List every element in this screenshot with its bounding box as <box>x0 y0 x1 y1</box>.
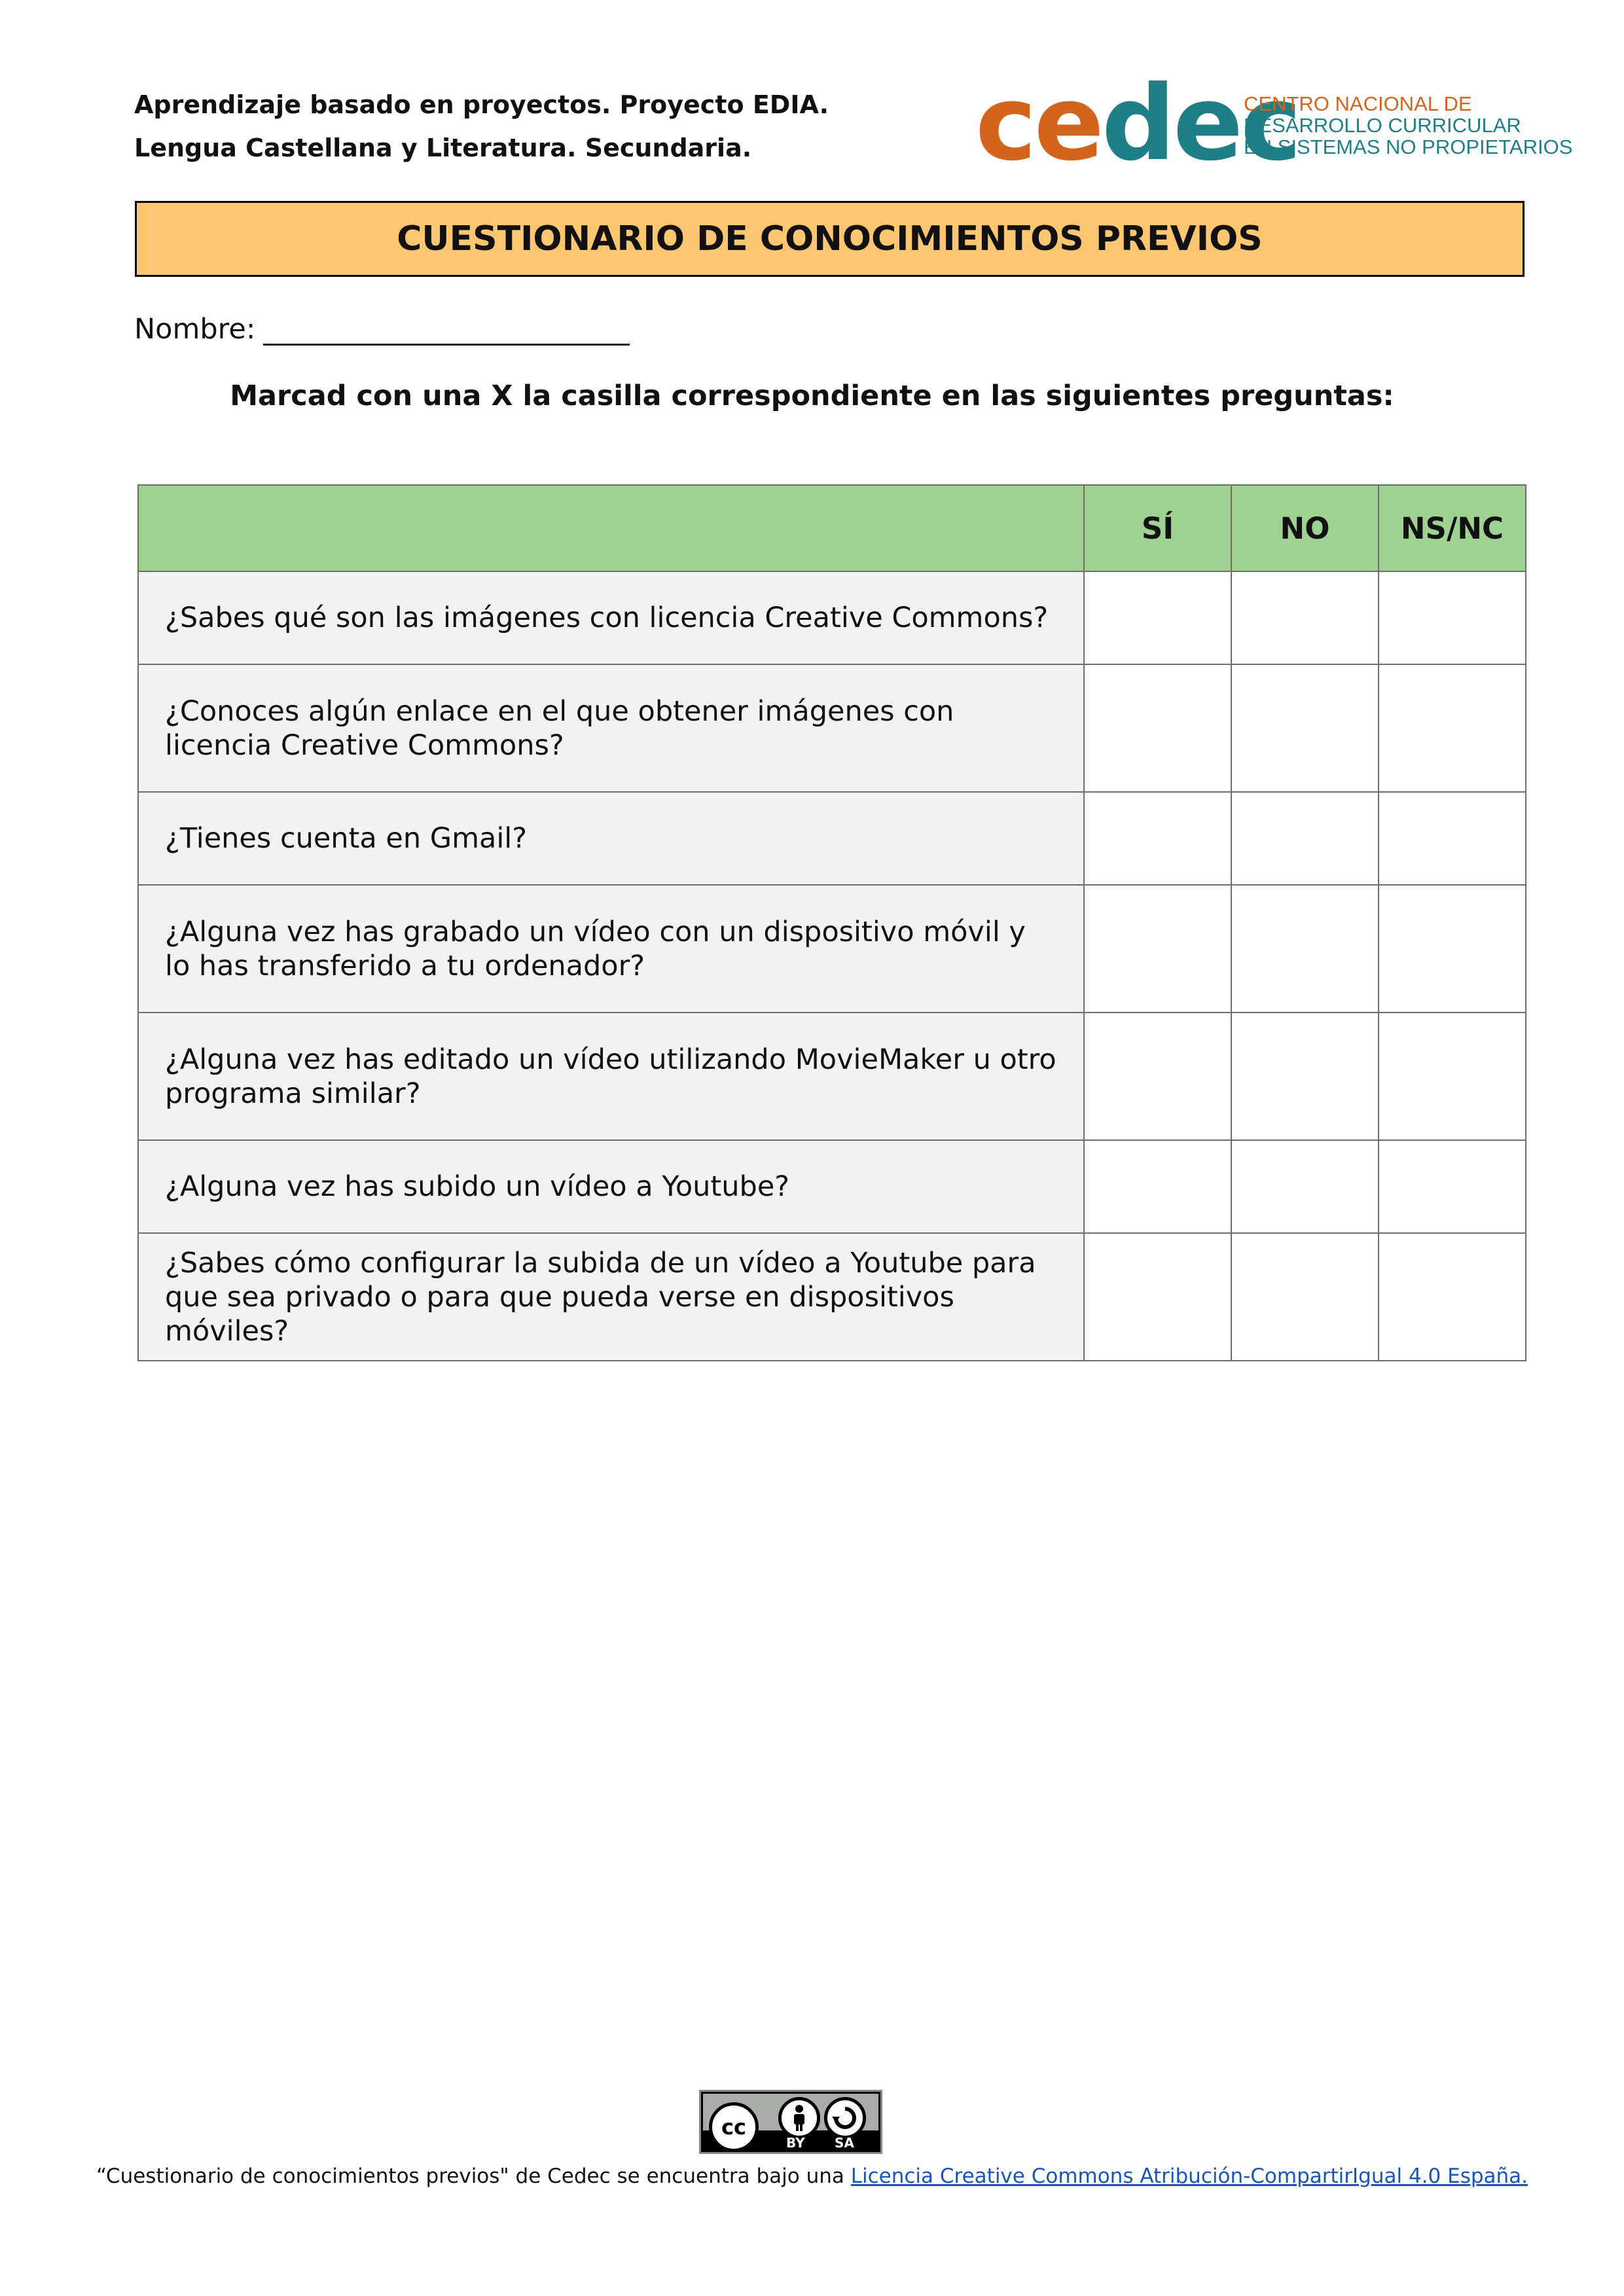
answer-nsnc-cell[interactable] <box>1379 1233 1526 1361</box>
footer-license <box>0 2164 1624 2188</box>
table-row <box>138 1013 1526 1140</box>
logo-tagline <box>1244 92 1573 158</box>
header-line-2: Lengua Castellana y Literatura. Secundaria. <box>134 134 752 162</box>
question-text: ¿Alguna vez has editado un vídeo utilizando MovieMaker u otro programa similar? <box>138 1013 1084 1140</box>
answer-no-cell[interactable] <box>1231 1140 1379 1233</box>
logo-word-part1: ce <box>975 63 1102 184</box>
person-glyph <box>786 2104 812 2132</box>
answer-si-cell[interactable] <box>1084 664 1231 792</box>
header-question-col <box>138 485 1084 571</box>
logo-tagline-3: EN SISTEMAS NO PROPIETARIOS <box>1244 135 1573 158</box>
nombre-blank-line[interactable] <box>263 315 630 346</box>
header-nsnc: NS/NC <box>1379 485 1526 571</box>
answer-no-cell[interactable] <box>1231 571 1379 664</box>
question-text: ¿Conoces algún enlace en el que obtener imágenes con licencia Creative Commons? <box>138 664 1084 792</box>
answer-no-cell[interactable] <box>1231 792 1379 885</box>
attribution-person-icon <box>778 2097 820 2139</box>
header-line-1: Aprendizaje basado en proyectos. Proyecto EDIA. <box>134 90 829 119</box>
table-row <box>138 664 1526 792</box>
cedec-logo <box>975 63 1573 184</box>
answer-no-cell[interactable] <box>1231 1233 1379 1361</box>
table-row <box>138 1233 1526 1361</box>
cc-license-badge[interactable] <box>699 2090 882 2154</box>
answer-si-cell[interactable] <box>1084 571 1231 664</box>
answer-nsnc-cell[interactable] <box>1379 792 1526 885</box>
table-row <box>138 792 1526 885</box>
share-alike-icon <box>824 2097 866 2139</box>
table-row <box>138 1140 1526 1233</box>
answer-nsnc-cell[interactable] <box>1379 571 1526 664</box>
footer-text: “Cuestionario de conocimientos previos" de Cedec se encuentra bajo una <box>96 2164 851 2188</box>
answer-no-cell[interactable] <box>1231 664 1379 792</box>
logo-tagline-2: DESARROLLO CURRICULAR <box>1244 114 1521 137</box>
document-title: CUESTIONARIO DE CONOCIMIENTOS PREVIOS <box>135 201 1525 277</box>
questionnaire-table <box>137 484 1526 1361</box>
logo-word-part2: dec <box>1101 63 1299 184</box>
table-row <box>138 571 1526 664</box>
answer-nsnc-cell[interactable] <box>1379 664 1526 792</box>
answer-nsnc-cell[interactable] <box>1379 1140 1526 1233</box>
question-text: ¿Sabes qué son las imágenes con licencia Creative Commons? <box>138 571 1084 664</box>
question-text: ¿Alguna vez has subido un vídeo a Youtube? <box>138 1140 1084 1233</box>
logo-tagline-1: CENTRO NACIONAL DE <box>1244 92 1472 115</box>
answer-no-cell[interactable] <box>1231 885 1379 1013</box>
table-row <box>138 885 1526 1013</box>
question-text: ¿Alguna vez has grabado un vídeo con un dispositivo móvil y lo has transferido a tu ordenador? <box>138 885 1084 1013</box>
nombre-field <box>134 313 630 346</box>
answer-si-cell[interactable] <box>1084 885 1231 1013</box>
answer-si-cell[interactable] <box>1084 792 1231 885</box>
nombre-label: Nombre: <box>134 313 256 346</box>
answer-si-cell[interactable] <box>1084 1233 1231 1361</box>
license-link[interactable]: Licencia Creative Commons Atribución-CompartirIgual 4.0 España. <box>850 2164 1528 2188</box>
instructions: Marcad con una X la casilla correspondiente en las siguientes preguntas: <box>230 380 1394 412</box>
header-no: NO <box>1231 485 1379 571</box>
question-text: ¿Sabes cómo configurar la subida de un vídeo a Youtube para que sea privado o para que pueda verse en dispositivos móviles? <box>138 1233 1084 1361</box>
badge-sa-label: SA <box>835 2135 854 2151</box>
table-header-row <box>138 485 1526 571</box>
answer-no-cell[interactable] <box>1231 1013 1379 1140</box>
share-alike-glyph <box>831 2104 859 2132</box>
answer-nsnc-cell[interactable] <box>1379 885 1526 1013</box>
answer-si-cell[interactable] <box>1084 1140 1231 1233</box>
badge-by-label: BY <box>786 2135 805 2151</box>
answer-si-cell[interactable] <box>1084 1013 1231 1140</box>
answer-nsnc-cell[interactable] <box>1379 1013 1526 1140</box>
header-si: SÍ <box>1084 485 1231 571</box>
cc-icon: cc <box>709 2102 759 2152</box>
question-text: ¿Tienes cuenta en Gmail? <box>138 792 1084 885</box>
